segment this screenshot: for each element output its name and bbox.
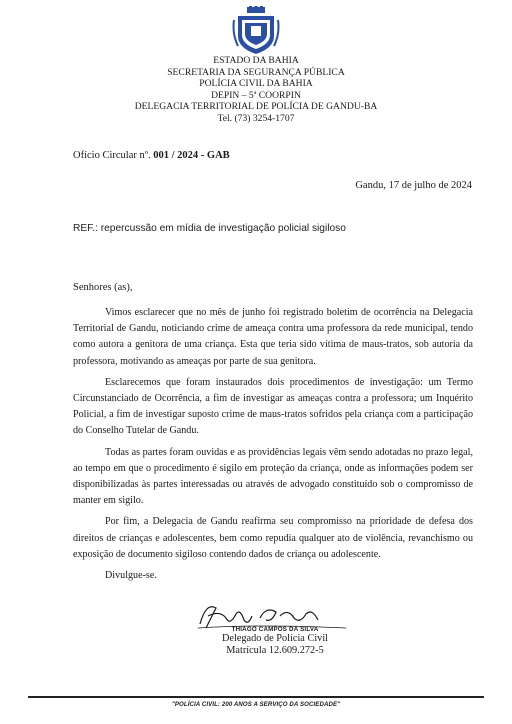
oficio-number bbox=[73, 150, 230, 161]
oficio-prefix: Ofício Circular nº. bbox=[73, 150, 154, 161]
signer-registration: Matrícula 12.609.272-5 bbox=[226, 645, 324, 656]
signature-block bbox=[205, 626, 345, 657]
body-paragraph: Vimos esclarecer que no mês de junho foi registrado boletim de ocorrência na Delegacia Territorial de Gandu, noticiando crime de ameaça contra uma professora da rede municipal, tendo como autora a genitora de uma criança. Esta que teria sido vítima de maus-tratos, sob autoria da professora, motivando as ameaças por parte de sua genitora. bbox=[73, 307, 473, 367]
header-line-phone: Tel. (73) 3254-1707 bbox=[217, 112, 295, 124]
header-line-state: ESTADO DA BAHIA bbox=[213, 55, 299, 66]
document-date: Gandu, 17 de julho de 2024 bbox=[355, 180, 472, 191]
header-line-depin: DEPIN – 5ª COORPIN bbox=[211, 89, 301, 101]
signer-name: THIAGO CAMPOS DA SILVA bbox=[231, 626, 319, 633]
body-paragraph: Todas as partes foram ouvidas e as providências legais vêm sendo adotadas no prazo legal, ao tempo em que o procedimento é sigilo em proteção da criança, onde as informações podem ser disponibilizadas às partes interessadas ou através de advogado constituído sob o compromisso de manter em sigilo. bbox=[73, 446, 473, 507]
letter-body bbox=[73, 305, 473, 589]
letterhead bbox=[0, 55, 512, 125]
header-line-police: POLÍCIA CIVIL DA BAHIA bbox=[199, 78, 313, 90]
bahia-coat-of-arms-icon bbox=[232, 6, 280, 56]
signer-title: Delegado de Polícia Civil bbox=[221, 633, 329, 644]
oficio-code: 001 / 2024 - GAB bbox=[153, 150, 230, 161]
header-line-delegacia: DELEGACIA TERRITORIAL DE POLÍCIA DE GANDU-BA bbox=[134, 101, 378, 113]
body-paragraph: Por fim, a Delegacia de Gandu reafirma seu compromisso na prioridade de defesa dos direitos de crianças e adolescentes, bem como repudia qualquer ato de violência, revanchismo ou exposição de documento sigiloso contendo dados de criança ou adolescente. bbox=[73, 516, 473, 560]
body-paragraph: Esclarecemos que foram instaurados dois procedimentos de investigação: um Termo Circunstanciado de Ocorrência, a fim de investigar as ameaças contra a professora; um Inquérito Policial, a fim de investigar suposto crime de maus-tratos sofridos pela criança com a participação do Conselho Tutelar de Gandu. bbox=[73, 376, 473, 437]
reference-line: REF.: repercussão em mídia de investigação policial sigiloso bbox=[73, 223, 346, 234]
greeting: Senhores (as), bbox=[73, 282, 133, 293]
header-line-secretariat: SECRETARIA DA SEGURANÇA PÚBLICA bbox=[167, 66, 345, 78]
closing-line: Divulgue-se. bbox=[105, 570, 157, 582]
footer-motto: "POLÍCIA CIVIL: 200 ANOS A SERVIÇO DA SOCIEDADE" bbox=[171, 701, 341, 708]
footer-divider bbox=[28, 696, 484, 698]
